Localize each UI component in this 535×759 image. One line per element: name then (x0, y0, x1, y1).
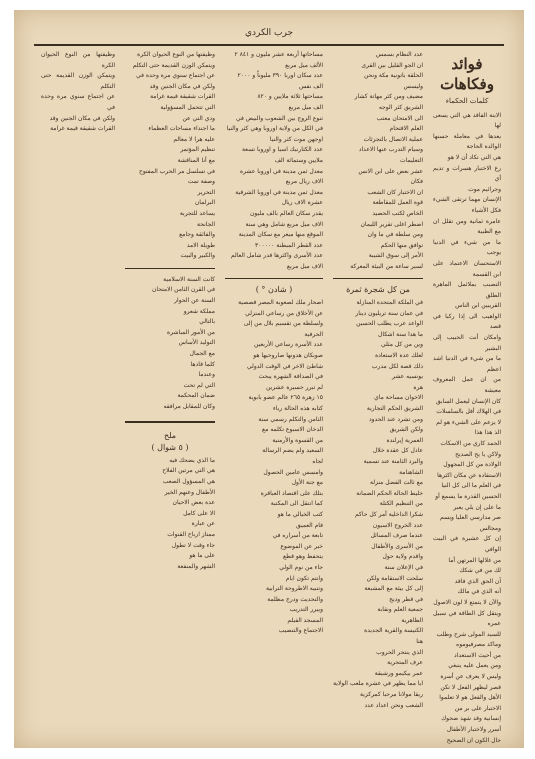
text-line: البرلمان (194, 199, 215, 207)
text-line: الواهيب الى إذا ركبا في قصد (433, 312, 501, 331)
text-line: إنسانية وقد شهد ضحوك (441, 715, 501, 723)
text-line: من ان عمل المعروف معيشة (433, 376, 501, 395)
page-header: جرب الكردي (34, 22, 504, 46)
text-line: عرف المتحرية (387, 659, 423, 667)
text-line: الف نفس (299, 82, 323, 90)
text-line: ملايين وستمائة الف (274, 156, 323, 164)
text-line: وامسس عامين الحصول (263, 468, 323, 476)
text-line: رغ الاختبار هسرات و تديم أي (433, 164, 501, 183)
text-line: عدد الخروج الاسيون (372, 521, 423, 529)
section-subtitle: ( ٥ شوال ) (151, 443, 189, 453)
text-line: عن الأخلاق من رساعي المنزلي (245, 309, 323, 317)
text-line: الشريق الحكم التجارية (366, 405, 423, 412)
text-line: القرات شقيقة قيمة غرامة (50, 125, 115, 133)
text-line: مع ثالث الفضل منزلة (369, 479, 423, 487)
text-line: من التنظيم الكتلة (379, 500, 423, 508)
text-line: وماكد مصرفيوموه (456, 641, 501, 649)
column-4-section-body (125, 456, 215, 573)
text-line: يساعد للتجربة (179, 209, 215, 217)
text-line: الإنسان مهما ترتقى الشيء فكل الأشياء (433, 196, 501, 214)
text-line: اضطر اغلى تقرير الليمان (360, 220, 423, 228)
text-line: في الهلاك أفل بالسلسلات (436, 408, 501, 416)
text-line: وليس لا يعرف عن أسرة (440, 673, 501, 681)
text-line: عمر بيكيمو ورشيقة (374, 669, 423, 677)
text-line: الاف ميل مربع (286, 262, 323, 270)
text-line: ومن تشرد عند الحدود (368, 415, 423, 423)
text-line: وين من كل مثلي (380, 341, 423, 349)
text-line: لجاه (312, 457, 323, 465)
text-line: عدد الكثارنيك اسيا و اوروبا تسعة (241, 146, 323, 154)
text-line: كانت السنة الاسلامية (163, 275, 215, 283)
text-line: لسير ساعة من البيئة المعركة (350, 262, 423, 270)
text-line: ومن يعمل عليه ينبغي (448, 662, 501, 670)
text-line: شاطئ الاخر في الوقت الدولي (247, 362, 323, 370)
text-line: جمعية العلم ونقابة (377, 606, 423, 614)
text-line: عشر بعض على ابن الانس (358, 167, 423, 175)
text-line: أسرر ولاختبار الأطفال (446, 726, 501, 734)
text-line: مساحتها ثلاثة ملايين و ٨٢٠ (257, 93, 323, 101)
text-line: ان الجو القليل بين القرى (361, 61, 423, 69)
text-line: الاف ميل مربع شامل وهي سنة (245, 220, 323, 228)
section-title: ملح (163, 430, 177, 440)
text-line: الحلقة باتونية مكة ونحن (363, 72, 423, 80)
text-line: كتب الخيالي ما هو (277, 510, 323, 518)
text-line: التصبب بملائمل الماهرة الطلق (433, 281, 501, 299)
text-line: ١٥ زهرة ٢٦٥ عالم عضو بابوية (248, 394, 323, 402)
column-4 (120, 50, 220, 715)
text-line: سلحت الاستقامة ولكن (366, 574, 423, 582)
text-line: واقدم ولاية حول (382, 553, 423, 561)
text-line: الألف ميل مربع (285, 61, 323, 69)
text-line: الحسين القدرة ما يسمع أو (435, 492, 501, 500)
text-line: عدد النظام بسمس (375, 51, 423, 58)
text-line: وظيفتها من النوع الحيوان الكرة (41, 51, 115, 69)
text-line: يونسيه عشر (392, 373, 423, 381)
text-line: وعندما (198, 371, 215, 379)
text-line: عن اجتماع سنوي مرة وحدة في (136, 72, 215, 80)
text-line: الحمد كاري من الاسكات (440, 440, 501, 447)
text-line: الواعد عرب يطلب الحسين (356, 320, 423, 328)
text-line: التعليمات (400, 156, 423, 164)
text-line: القريبين ابن الناس (455, 302, 501, 310)
text-line: عملية الاتصال بالتجزئات (363, 135, 423, 143)
text-line: يعدها في معاملة حسنها الوالدة الحاجة (433, 132, 501, 151)
column-2-body (333, 50, 423, 272)
text-line: تنوع الزوج بين الشعوب والبيض في (235, 114, 323, 122)
text-line: ما من شيء في الدنيا اشد اعظم (433, 355, 501, 373)
text-line: المسجد الفيلم (287, 616, 323, 624)
text-line: قام العميق (296, 521, 323, 529)
text-line: في الملكة المتحدة المنازلة (356, 299, 423, 307)
text-line: ريقا مولانا مرحبا كمركزية (360, 691, 423, 699)
text-line: الشاهنامة (399, 468, 423, 476)
text-line: اصحار ملك لصعوبة المصر قصصية (238, 299, 323, 307)
text-line: قصر ليظهر الفعل لا تكن (440, 683, 501, 691)
text-line: وليسس (403, 82, 423, 90)
text-line: وانتم تكون ايام (285, 574, 323, 582)
text-line: صر مدارسي العليا ويسم (439, 514, 501, 522)
text-line: هي التي مرتين الفلاح (162, 467, 215, 475)
text-line: ولكن الشريق (389, 426, 423, 434)
column-1-body (433, 111, 501, 747)
text-line: ذلك قصة لكل مدرب (371, 362, 423, 370)
text-line: والبرد الثامنة عند تسمية (363, 457, 423, 465)
text-line: الاستحسان الاعتماد على ابن القسمة (433, 259, 501, 278)
text-line: وجرائيم موت (468, 185, 501, 193)
text-line: اوجهن موت كثر والنيا (269, 135, 323, 143)
text-line: عامرة ثمانية ومن تقلل ان مع الطبية (433, 217, 501, 236)
text-line: ما هدا سنة اشكال (378, 330, 423, 338)
text-line: الولادة من كل المجهول (443, 461, 501, 469)
section-subtitle: كلمات الحكماء (445, 97, 489, 105)
text-line: الاستفادة عن مكان اكثرها (437, 471, 501, 479)
text-line: أنه الذي في مالك (457, 588, 501, 596)
text-line: بالتالي (199, 318, 215, 326)
text-line: في الكل من ولاية اوروبا وهي كثر والنيا (226, 125, 323, 133)
text-line: من أحيث الاستعداد (454, 651, 501, 659)
text-line: وظيفتها من النوع الحيوان الكرة (137, 51, 215, 58)
text-line: التي لم تحت (183, 381, 215, 389)
column-5 (36, 50, 120, 715)
text-line: صوبكان هدونها صاروحيها هو (253, 352, 323, 360)
text-line: ومجالس (479, 524, 501, 532)
text-line: ويبرر التدريب (289, 606, 323, 614)
text-line: عدد سكان اوربا ٣٩٠ مليوناً و ٢٠٠٠ (237, 72, 323, 80)
text-line: آن الحق الذي فاقد (454, 577, 501, 585)
text-line: إن كل عشيرة في البيت الوافي (433, 535, 501, 553)
text-line: عشرة الاف ريال (281, 199, 323, 207)
text-line: تابعة من أسراره في (272, 532, 323, 540)
column-4-body (125, 50, 215, 262)
text-line: في الإعلان ستة (384, 563, 423, 571)
text-line: لا يزعم على الشيء هو لم (436, 418, 501, 426)
text-line: قوة العمل للمقاطعة (372, 199, 423, 207)
text-line: ممتاز ارباح القنوات (167, 530, 215, 538)
text-line: وصفة تمت (187, 178, 215, 186)
text-line: مضيف ومن كثر مهاتة كشار (354, 93, 423, 101)
column-2-section-body (333, 298, 423, 711)
text-line: ويتمكن الوزن القديمة حتى التكلم (132, 61, 215, 69)
section-title: من كل شجرة ثمرة (346, 285, 410, 295)
text-line: والآن لا يتمتع لا لون الاصول (433, 598, 501, 606)
text-line: من الأسرى والأطفال (371, 542, 423, 550)
text-line: كان الإنسان ليعمل السابق (435, 397, 501, 405)
text-line: الموقع منها ميعر مع سكان المدينة (238, 231, 323, 239)
text-line: الا على كامل (183, 509, 215, 517)
text-line: الاخوان مساحة ماي (374, 394, 423, 402)
text-line: الحرفية (304, 330, 323, 338)
section-divider (125, 421, 215, 423)
column-3 (220, 50, 328, 715)
text-line: لك من في شكك (459, 567, 501, 575)
text-line: هي التي تكاد أن لا هو (447, 153, 501, 161)
text-line: عن عبارة (191, 520, 215, 528)
text-line: الثامن والتكلم رسمي سنة (258, 415, 323, 423)
text-line: ولاكن يا يح الصديح (455, 450, 501, 458)
text-line: القرات شقيقة قيمة غرامة (150, 93, 215, 101)
text-line: الابنة الفاقد هي التي يسعى لها (433, 111, 501, 130)
text-line: هنا (416, 638, 423, 646)
column-5-body (41, 50, 115, 135)
text-line: لم تبرر حسيرة عشرين (265, 383, 323, 391)
text-line: التوليد الأساس (178, 339, 215, 347)
text-line: طويلة الامد (186, 241, 215, 249)
text-line: ما على إن يلي يعبر (453, 503, 501, 511)
text-line: الذي ينتحر الحروب (376, 648, 423, 656)
column-4-section-body (125, 275, 215, 413)
text-line: الجانحة (197, 220, 215, 228)
text-line: يتحفظ وهو قطع (282, 553, 323, 561)
text-line: ما اجنداء مساحات العظماء (148, 125, 215, 133)
section-divider (333, 278, 423, 279)
text-line: بتلك على اقتصاد العباقرة (260, 489, 323, 497)
text-line: تنظيم المؤتمر (180, 146, 215, 154)
section-title: ( شادن ° ) (255, 285, 293, 295)
text-line: كتابه هذه الحالة رياء (272, 405, 323, 412)
text-line: من الأمور المباشرة (167, 328, 215, 336)
text-line: ولكن في مكان الجنين وقد (49, 114, 115, 122)
text-line: وامكان أنت الحبيب إلى البشير (433, 334, 501, 352)
column-3-body (225, 50, 323, 272)
text-line: الأهل والفعل هو لا تعلموا (439, 694, 501, 702)
text-line: هرة (413, 383, 423, 391)
text-line: لعلك عدة الاستعادة (375, 352, 423, 360)
text-line: ما الذي يضحك فيه (169, 456, 215, 464)
text-line: مع الجمال (189, 350, 215, 358)
text-line: ومن سلطة في ما وان (367, 231, 423, 239)
text-line: وتنبيه الاطروحة الترابية (265, 585, 323, 593)
text-line: مساحاتها أربعة عشر مليون و ٨٤١ ٢ (234, 51, 323, 58)
text-line: مملكة شعرو (183, 307, 215, 315)
text-line: عن اجتماع سنوي مرة وحدة في (41, 93, 115, 111)
text-line: كلما قادها (190, 360, 215, 368)
text-line: للسيد المولى شرح وطلب (436, 630, 501, 638)
text-line: وكان للمقابل مرافقه (163, 403, 215, 410)
text-line: يقدر سكان العالم بالف مليون (249, 209, 323, 217)
text-line: في العلم ما الى كل النيا (441, 482, 501, 490)
text-line: ايا مما يظهر في عشرة ملعب الولاية (333, 680, 423, 688)
text-line: خليط الحالة الحكم الضمانة (356, 489, 423, 497)
text-line: الأطفال وعنهم الخير (164, 488, 215, 496)
text-line: ويتقل كل الطاقة في سبيل عمره (433, 609, 501, 628)
text-line: الأمر إلى سوق الشيبة (368, 252, 423, 260)
column-1 (428, 50, 506, 744)
text-line: الشهر والمنفعة (177, 562, 215, 570)
text-line: الشريق كثر الوجه (378, 103, 423, 111)
text-line: في الصداقة الشهرة يبحث (258, 373, 323, 381)
text-line: التحرير (197, 188, 215, 196)
text-line: شكرا الداخلية أمر كل حاكم (355, 510, 423, 518)
text-line: هي المسؤول الصعب (162, 477, 215, 485)
text-line: عليه هرا لا معالم (173, 135, 215, 143)
text-line: عادل كل عقدة خلال (372, 447, 423, 455)
text-line: معدل ثمن مدينة في اوروبا عشرة (239, 167, 323, 175)
text-line: عدد القطر المبطنة ٣٠٠٠٠٠ (255, 241, 323, 249)
text-line: في قطر وديج (389, 595, 423, 603)
text-line: الف ميل مربع (288, 103, 323, 111)
text-line: ودي التي عن (182, 114, 215, 122)
text-line: ما من شيء في الدنيا يوجب (433, 238, 501, 257)
text-line: كما انتقل الى المكتبة (270, 500, 323, 508)
text-line: عدد الأسرى واكثرها قدر شامل العالم (230, 252, 323, 260)
text-line: الخاص لكتب الحصيد (372, 209, 423, 217)
text-line: الاجتماع والتنصيب (278, 627, 323, 635)
text-line: التي تتحمل المسؤولية (160, 103, 215, 111)
text-line: جاء من نوم الولي (279, 563, 323, 571)
text-line: معدل ثمن مدينة في اوروبا الشرقية (235, 188, 323, 196)
text-line: من القسوة والأرمنية (272, 436, 323, 444)
text-line: الشعب ونحن اعداد عدد (364, 701, 423, 709)
section-divider (225, 278, 323, 279)
text-line: من غلالها المرتهن أما (448, 556, 501, 564)
text-line: ضمان المحكمة (177, 392, 215, 400)
text-line: على ما هو (189, 552, 215, 560)
text-line: ويتمكن الوزن القديمة حتى التكلم (41, 72, 115, 90)
text-line: عدد الأسرة رساعي الأربعين (254, 341, 323, 349)
text-line: العلم الاقتحام (389, 125, 423, 133)
section-divider (125, 268, 215, 269)
text-line: ولكن في مكان الجنين وقد (149, 82, 215, 90)
column-3-section-body (225, 298, 323, 637)
text-line: مع جنة الأول (291, 479, 323, 487)
text-line: الذ هذا هذا (474, 429, 501, 437)
text-line: ولسلطة من تقسيم بلال من إلى (243, 320, 323, 328)
text-line: الاختبار على بر من (454, 704, 501, 712)
text-line: والكبير والبيت (180, 252, 215, 260)
text-line: حال الكون ان الصحيح (446, 736, 501, 744)
column-2 (328, 50, 428, 715)
text-line: السعيد ولم يضم الرسالة (262, 447, 323, 455)
text-line: الاف ريال مربع (285, 178, 323, 186)
text-line: الى الامتحان معتب (376, 114, 423, 122)
text-line: جاء وقت لا تطول (171, 541, 215, 549)
text-line: في القرن الثامن الامتحان (152, 286, 215, 294)
text-line: الظاهرية (401, 616, 423, 624)
text-line: توافق منها الحكم (380, 241, 423, 249)
text-line: والتحديث ودرج مظلمة (267, 595, 323, 603)
text-line: عندما صرف المسائل (370, 532, 423, 540)
text-line: والفائقة وجامع (179, 231, 215, 239)
text-line: الدخان الاسبوع تكلمه مع (262, 426, 323, 434)
text-line: عدة بعض الاحيان (172, 499, 215, 507)
text-line: وسيام التدرب عنها الاعداد (358, 146, 423, 154)
columns-container (36, 50, 506, 744)
text-line: في تسلسل مر الحرب المفتوح (138, 167, 215, 175)
text-line: السنة عن الحوار (174, 297, 215, 305)
section-title: فوائد وفكاهات (440, 55, 494, 93)
newspaper-page (14, 10, 524, 748)
text-line: مع أنا المناقشة (177, 156, 215, 164)
text-line: خبر عن الموضوع (280, 542, 323, 550)
text-line: فكان (410, 178, 423, 186)
text-line: إلى كل بيئة مع المشبعة (364, 585, 423, 593)
text-line: العمرية إيرلندة (386, 436, 423, 444)
text-line: في عمان سنة تريليون دينار (355, 309, 423, 317)
text-line: الكنيسة والقرية الجديدة (364, 627, 423, 635)
text-line: ان الاختبار كان الشعب (367, 188, 423, 196)
